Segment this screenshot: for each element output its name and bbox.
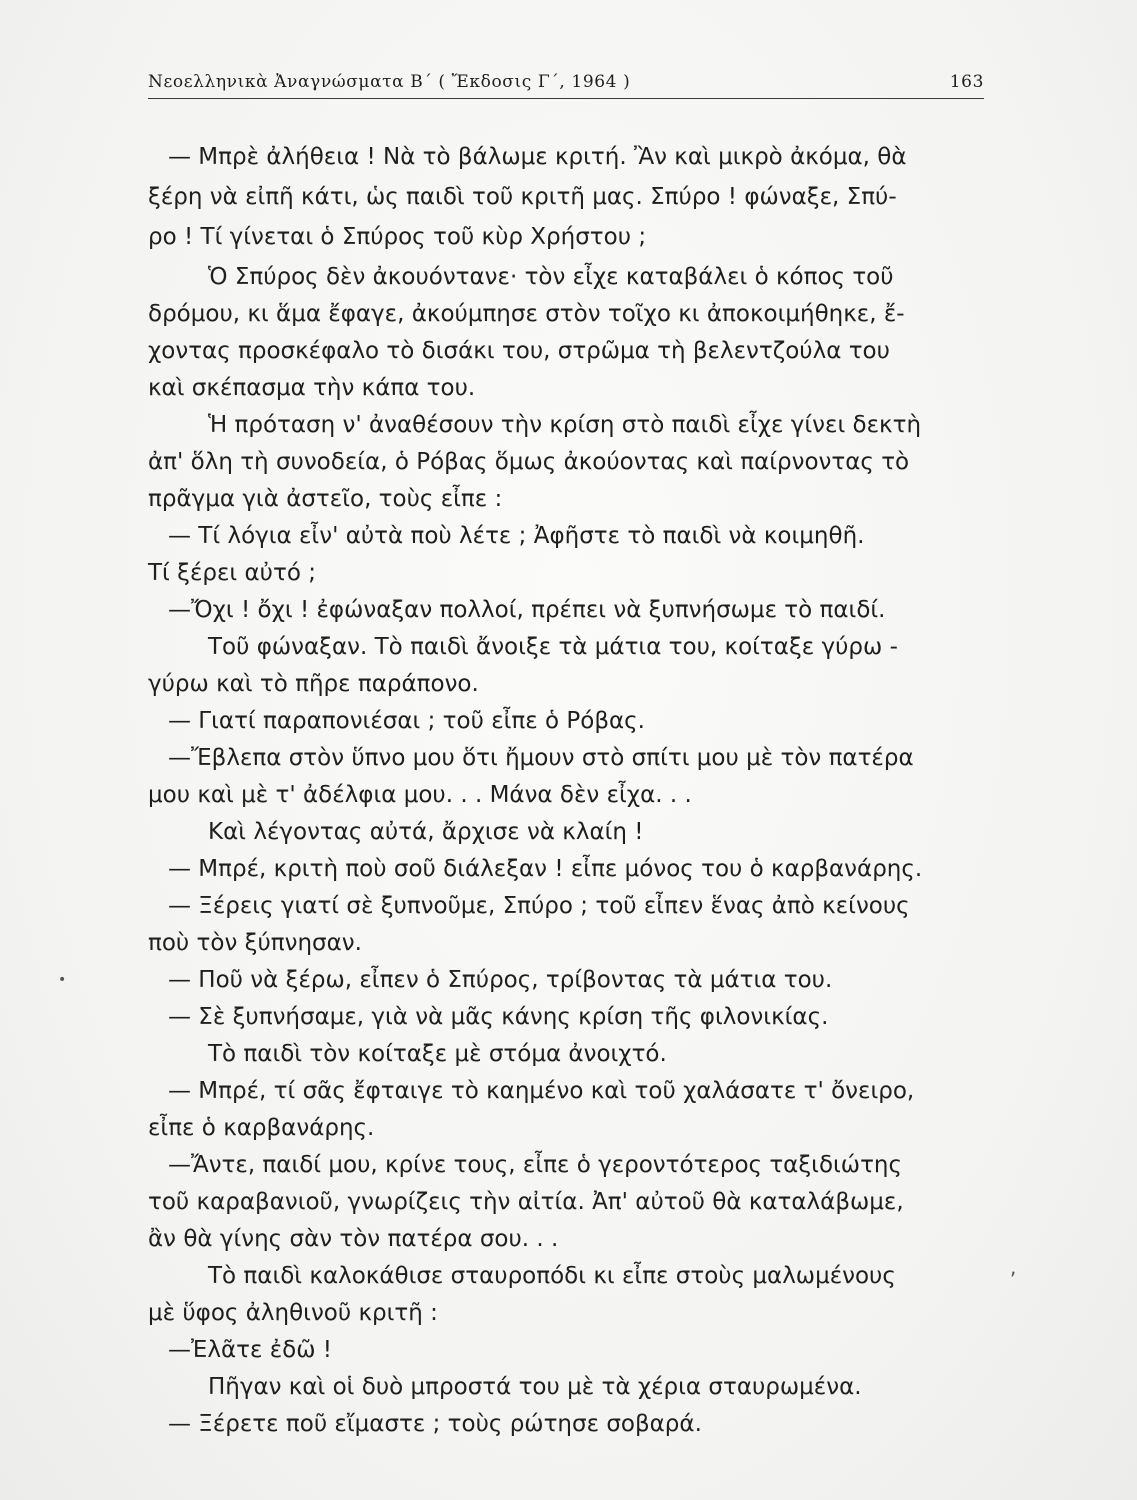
text-line: ρο ! Τί γίνεται ὁ Σπύρος τοῦ κὺρ Χρήστου ; xyxy=(148,224,647,250)
text-line: ξέρη νὰ εἰπῆ κάτι, ὡς παιδὶ τοῦ κριτῆ μας. Σπύρο ! φώναξε, Σπύ- xyxy=(148,184,897,210)
text-line: —Ὄχι ! ὄχι ! ἐφώναξαν πολλοί, πρέπει νὰ ξυπνήσωμε τὸ παιδί. xyxy=(168,597,886,623)
text-line: — Τί λόγια εἶν' αὐτὰ ποὺ λέτε ; Ἀφῆστε τὸ παιδὶ νὰ κοιμηθῆ. xyxy=(168,523,865,549)
text-line: — Μπρέ, τί σᾶς ἔφταιγε τὸ καημένο καὶ τοῦ χαλάσατε τ' ὄνειρο, xyxy=(168,1078,915,1104)
text-line: μὲ ὕφος ἀληθινοῦ κριτῆ : xyxy=(148,1300,438,1326)
text-line: — Γιατί παραπονιέσαι ; τοῦ εἶπε ὁ Ρόβας. xyxy=(168,708,645,734)
text-line: ποὺ τὸν ξύπνησαν. xyxy=(148,930,362,956)
text-line: —Ἐλᾶτε ἐδῶ ! xyxy=(168,1337,333,1363)
text-line: τοῦ καραβανιοῦ, γνωρίζεις τὴν αἰτία. Ἀπ' αὐτοῦ θὰ καταλάβωμε, xyxy=(148,1189,904,1215)
text-line: —Ἄντε, παιδί μου, κρίνε τους, εἶπε ὁ γεροντότερος ταξιδιώτης xyxy=(168,1152,902,1178)
text-line: — Ξέρεις γιατί σὲ ξυπνοῦμε, Σπύρο ; τοῦ εἶπεν ἕνας ἀπὸ κείνους xyxy=(168,893,910,919)
text-line: καὶ σκέπασμα τὴν κάπα του. xyxy=(148,375,476,401)
running-header xyxy=(148,70,984,99)
text-line: Καὶ λέγοντας αὐτά, ἄρχισε νὰ κλαίη ! xyxy=(208,819,644,845)
text-line: — Ξέρετε ποῦ εἴμαστε ; τοὺς ρώτησε σοβαρά. xyxy=(168,1411,702,1437)
text-line: Τί ξέρει αὐτό ; xyxy=(148,560,316,586)
text-line: Τοῦ φώναξαν. Τὸ παιδὶ ἄνοιξε τὰ μάτια του, κοίταξε γύρω - xyxy=(208,634,898,660)
text-line: — Ποῦ νὰ ξέρω, εἶπεν ὁ Σπύρος, τρίβοντας τὰ μάτια του. xyxy=(168,967,833,993)
text-line: Ὁ Σπύρος δὲν ἀκουόντανε· τὸν εἶχε καταβάλει ὁ κόπος τοῦ xyxy=(208,264,894,290)
text-line: δρόμου, κι ἅμα ἔφαγε, ἀκούμπησε στὸν τοῖχο κι ἀποκοιμήθηκε, ἔ- xyxy=(148,301,905,327)
text-line: —Ἔβλεπα στὸν ὕπνο μου ὅτι ἤμουν στὸ σπίτι μου μὲ τὸν πατέρα xyxy=(168,745,914,771)
header-title: Νεοελληνικὰ Ἀναγνώσματα Β΄ ( Ἔκδοσις Γ΄, 1964 ) xyxy=(148,72,631,92)
text-line: — Σὲ ξυπνήσαμε, γιὰ νὰ μᾶς κάνης κρίση τῆς φιλονικίας. xyxy=(168,1004,829,1030)
scan-speck: • xyxy=(58,972,67,988)
text-line: Τὸ παιδὶ τὸν κοίταξε μὲ στόμα ἀνοιχτό. xyxy=(208,1041,667,1067)
text-line: ἀπ' ὅλη τὴ συνοδεία, ὁ Ρόβας ὅμως ἀκούοντας καὶ παίρνοντας τὸ xyxy=(148,449,910,475)
page-number: 163 xyxy=(949,72,984,92)
text-line: — Μπρέ, κριτὴ ποὺ σοῦ διάλεξαν ! εἶπε μόνος του ὁ καρβανάρης. xyxy=(168,856,923,882)
scan-speck: , xyxy=(1010,1255,1017,1279)
text-line: γύρω καὶ τὸ πῆρε παράπονο. xyxy=(148,671,479,697)
text-line: ἂν θὰ γίνης σὰν τὸν πατέρα σου. . . xyxy=(148,1226,559,1252)
text-line: εἶπε ὁ καρβανάρης. xyxy=(148,1115,375,1141)
text-line: — Μπρὲ ἀλήθεια ! Νὰ τὸ βάλωμε κριτή. Ἂν καὶ μικρὸ ἀκόμα, θὰ xyxy=(168,144,907,170)
text-line: χοντας προσκέφαλο τὸ δισάκι του, στρῶμα τὴ βελεντζούλα του xyxy=(148,338,890,364)
text-line: μου καὶ μὲ τ' ἀδέλφια μου. . . Μάνα δὲν εἶχα. . . xyxy=(148,782,692,808)
text-line: Τὸ παιδὶ καλοκάθισε σταυροπόδι κι εἶπε στοὺς μαλωμένους xyxy=(208,1263,896,1289)
text-line: Ἡ πρόταση ν' ἀναθέσουν τὴν κρίση στὸ παιδὶ εἶχε γίνει δεκτὴ xyxy=(208,412,922,438)
text-line: Πῆγαν καὶ οἱ δυὸ μπροστά του μὲ τὰ χέρια σταυρωμένα. xyxy=(208,1374,862,1400)
text-line: πρᾶγμα γιὰ ἀστεῖο, τοὺς εἶπε : xyxy=(148,486,503,512)
